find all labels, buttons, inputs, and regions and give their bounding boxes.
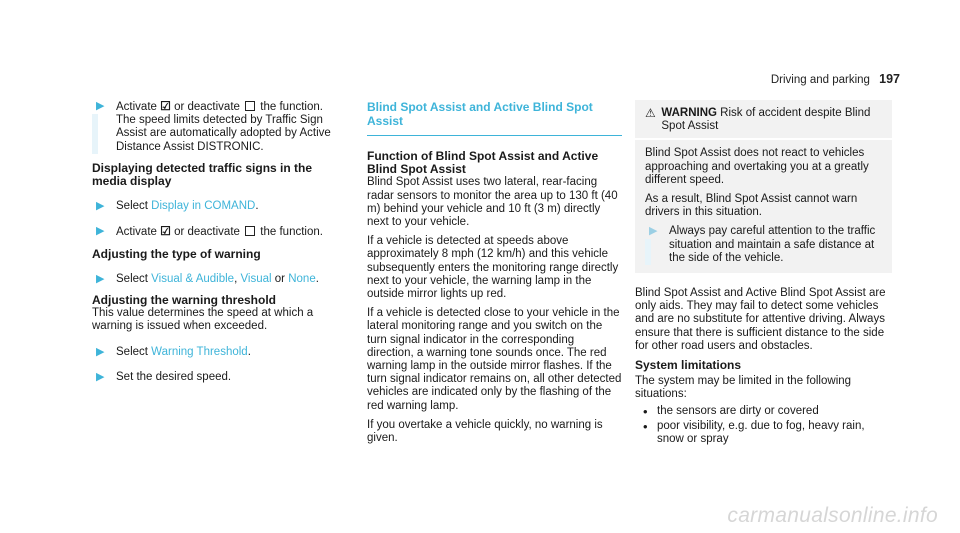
arrow-icon: ▶ — [649, 225, 658, 238]
arrow-icon: ▶ — [96, 100, 105, 112]
section-title: Driving and parking — [770, 74, 870, 86]
step-text: Always pay careful attention to the traffic situation and maintain a safe distance at the side of the vehicle. — [669, 225, 876, 264]
warning-title: Risk of accident despite Blind Spot Assist — [661, 107, 871, 133]
paragraph-aids: Blind Spot Assist and Active Blind Spot Assist are only aids. They may fail to detect some vehicles and are no substitute for attentive driving. Always ensure that there is sufficient distance to the side for other road users and obstacles. — [635, 287, 886, 352]
checkbox-checked-icon: ☑ — [160, 99, 171, 113]
column-2 — [367, 100, 622, 451]
page-number: 197 — [879, 72, 900, 86]
checkbox-empty-icon — [245, 226, 255, 236]
warning-paragraph-2: As a result, Blind Spot Assist cannot warn drivers in this situation. — [645, 193, 858, 219]
section-heading: Blind Spot Assist and Active Blind Spot Assist — [367, 100, 622, 136]
warning-body — [635, 140, 892, 273]
warning-triangle-icon: ⚠ — [645, 106, 656, 120]
paragraph-3: If a vehicle is detected close to your vehicle in the lateral monitoring range and you switch on the turn signal indicator in the corresponding direction, a warning tone sounds once. The red warning lamp in the outside mirror flashes. If the turn signal indicator remains on, all other detected vehicles are indicated only by the flashing of the red warning lamp. — [367, 307, 622, 412]
list-item: • poor visibility, e.g. due to fog, heavy rain, snow or spray — [635, 420, 892, 446]
step-text: Select — [116, 272, 152, 285]
arrow-icon: ▶ — [96, 370, 105, 383]
column-1 — [92, 100, 337, 396]
checkbox-empty-icon — [245, 101, 255, 111]
step-text: . — [315, 272, 319, 285]
step-text: Activate — [116, 101, 161, 113]
heading-warning-type: Adjusting the type of warning — [92, 246, 261, 261]
arrow-icon: ▶ — [96, 272, 105, 285]
menu-link-visual-audible[interactable]: Visual & Audible — [151, 272, 235, 285]
warning-header — [635, 100, 892, 140]
paragraph-4: If you overtake a vehicle quickly, no warning is given. — [367, 418, 603, 445]
paragraph-2: If a vehicle is detected at speeds above approximately 8 mph (12 km/h) and this vehicle subsequently enters the monitoring range directly next to your vehicle, the warning lamp in the outside mirror lights up red. — [367, 235, 619, 301]
arrow-icon: ▶ — [96, 345, 105, 358]
step-text: , — [234, 272, 241, 285]
heading-media-display: Displaying detected traffic signs in the media display — [92, 160, 313, 189]
warning-label: WARNING — [661, 107, 717, 119]
paragraph-1: Blind Spot Assist uses two lateral, rear-facing radar sensors to monitor the area up to 130 ft (40 m) behind your vehicle and 10 ft (3 m) directly next to your vehicle. — [367, 176, 618, 229]
step-text: or deactivate — [170, 101, 244, 113]
limitations-list — [635, 405, 892, 447]
step-text: or deactivate — [170, 226, 244, 239]
paragraph-threshold: This value determines the speed at which a warning is issued when exceeded. — [92, 307, 314, 333]
watermark: carmanualsonline.info — [727, 504, 938, 527]
step-activate-function-2 — [92, 225, 337, 239]
arrow-icon: ▶ — [96, 200, 105, 213]
step-text: . — [247, 345, 251, 358]
step-text: Select — [116, 200, 152, 213]
column-3 — [635, 100, 892, 448]
function-heading: Function of Blind Spot Assist and Active Blind Spot Assist — [367, 149, 599, 177]
warning-paragraph-1: Blind Spot Assist does not react to vehicles approaching and overtaking you at a greatly different speed. — [645, 147, 869, 186]
paragraph-limitations: The system may be limited in the following situations: — [635, 375, 852, 401]
heading-system-limitations: System limitations — [635, 358, 742, 373]
step-text: Select — [116, 345, 152, 358]
warning-step — [645, 225, 882, 265]
step-text: Set the desired speed. — [116, 370, 232, 383]
step-text: or — [271, 272, 289, 285]
step-set-speed — [92, 371, 337, 384]
step-text: . — [255, 200, 259, 213]
step-select-threshold — [92, 346, 337, 359]
page-header — [771, 72, 900, 86]
warning-box — [635, 100, 892, 273]
step-text: Activate — [116, 226, 161, 239]
list-item: • the sensors are dirty or covered — [635, 405, 892, 418]
menu-link-none[interactable]: None — [288, 272, 316, 285]
step-activate-function — [92, 100, 337, 154]
step-note: The speed limits detected by Traffic Sign Assist are automatically adopted by Active Distance Assist DISTRONIC. — [116, 114, 331, 153]
step-select-warning-type — [92, 273, 337, 286]
step-text: the function. — [257, 101, 323, 113]
heading-warning-threshold: Adjusting the warning threshold — [92, 293, 276, 308]
menu-link-display-in-comand[interactable]: Display in COMAND — [151, 200, 256, 213]
menu-link-visual[interactable]: Visual — [240, 272, 272, 285]
checkbox-checked-icon: ☑ — [160, 224, 171, 239]
arrow-icon: ▶ — [96, 225, 105, 238]
step-text: the function. — [257, 226, 323, 239]
menu-link-warning-threshold[interactable]: Warning Threshold — [151, 345, 248, 358]
step-select-display — [92, 200, 337, 213]
